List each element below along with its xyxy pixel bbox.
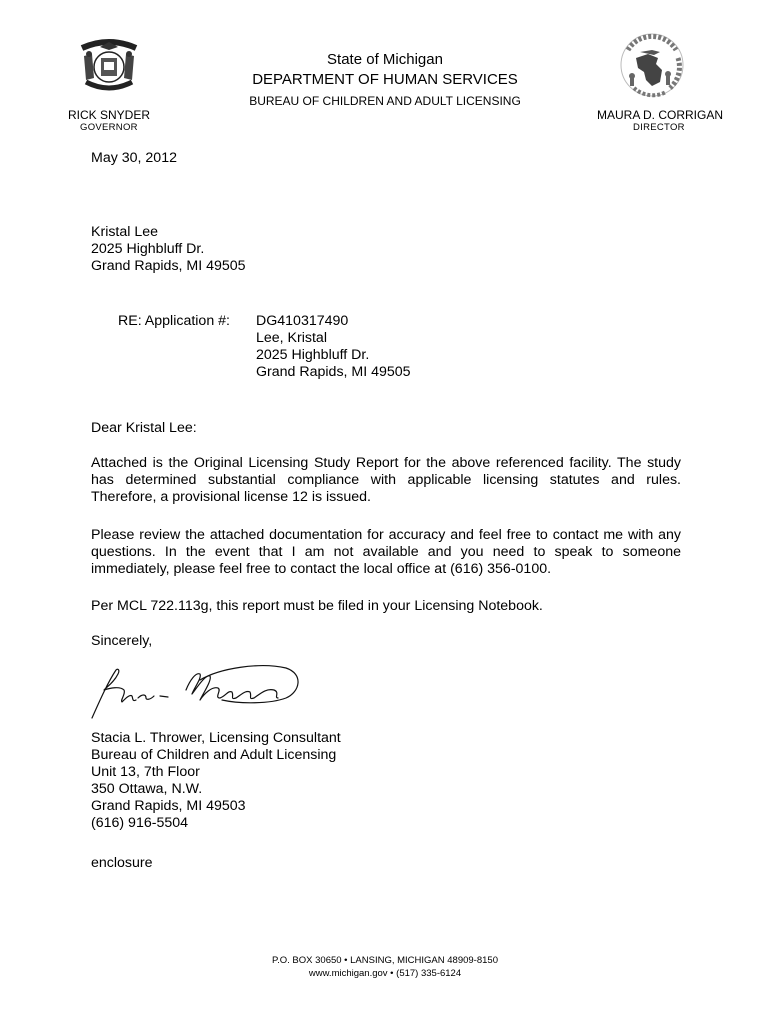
- recipient-city: Grand Rapids, MI 49505: [91, 258, 246, 274]
- governor-name: RICK SNYDER: [68, 108, 151, 122]
- state-name: State of Michigan: [327, 51, 443, 68]
- department-name: DEPARTMENT OF HUMAN SERVICES: [252, 71, 518, 88]
- handwritten-signature: [90, 660, 310, 722]
- signer-street: 350 Ottawa, N.W.: [91, 781, 203, 797]
- recipient-street: 2025 Highbluff Dr.: [91, 241, 205, 257]
- re-label: RE: Application #:: [118, 313, 230, 329]
- director-title: DIRECTOR: [633, 122, 685, 133]
- signer-city: Grand Rapids, MI 49503: [91, 798, 246, 814]
- letter-date: May 30, 2012: [91, 150, 177, 166]
- governor-title: GOVERNOR: [80, 122, 138, 133]
- re-details: [256, 313, 411, 381]
- paragraph-notebook: Per MCL 722.113g, this report must be filed in your Licensing Notebook.: [91, 598, 543, 614]
- signer-phone: (616) 916-5504: [91, 815, 189, 831]
- greeting: Dear Kristal Lee:: [91, 420, 197, 436]
- recipient-address: [91, 224, 246, 275]
- paragraph-contact: Please review the attached documentation for accuracy and feel free to contact me with any questions. In the event that I am not available and you need to speak to someone immediately, please feel free to contact the local office at (616) 356-0100.: [91, 527, 681, 577]
- application-number: DG410317490: [256, 313, 349, 329]
- re-street: 2025 Highbluff Dr.: [256, 347, 370, 363]
- footer-contact: www.michigan.gov • (517) 335-6124: [308, 968, 462, 979]
- director-name: MAURA D. CORRIGAN: [597, 108, 724, 122]
- signer-bureau: Bureau of Children and Adult Licensing: [91, 747, 337, 763]
- signer-block: [91, 730, 341, 832]
- enclosure-note: enclosure: [91, 855, 153, 871]
- signer-unit: Unit 13, 7th Floor: [91, 764, 200, 780]
- bureau-name: BUREAU OF CHILDREN AND ADULT LICENSING: [249, 94, 521, 108]
- recipient-name: Kristal Lee: [91, 224, 159, 240]
- signer-name-title: Stacia L. Thrower, Licensing Consultant: [91, 730, 341, 746]
- closing: Sincerely,: [91, 633, 153, 649]
- paragraph-license-issued: Attached is the Original Licensing Study Report for the above referenced facility. The study has determined substantial compliance with applicable licensing statutes and rules. Therefore, a provisional license 12 is issued.: [91, 455, 681, 505]
- re-name: Lee, Kristal: [256, 330, 327, 346]
- re-city: Grand Rapids, MI 49505: [256, 364, 411, 380]
- footer-address: P.O. BOX 30650 • LANSING, MICHIGAN 48909-8150: [272, 955, 498, 966]
